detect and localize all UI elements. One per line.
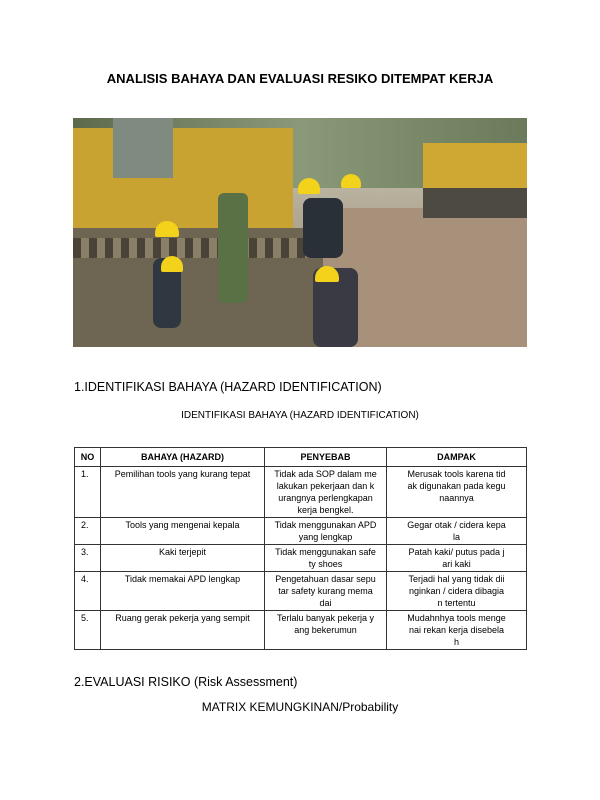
cell-no: 4.: [75, 572, 101, 611]
cell-hazard: Pemilihan tools yang kurang tepat: [101, 467, 265, 518]
section-heading-risk: 2.EVALUASI RISIKO (Risk Assessment): [74, 675, 298, 689]
table-row: [75, 467, 527, 518]
table-header-row: [75, 448, 527, 467]
cell-hazard: Tools yang mengenai kepala: [101, 518, 265, 545]
cell-cause: Tidak menggunakan APD yang lengkap: [265, 518, 387, 545]
cell-no: 2.: [75, 518, 101, 545]
worksite-photo: [73, 118, 527, 347]
cell-cause: Pengetahuan dasar sepu tar safety kurang mema dai: [265, 572, 387, 611]
table-row: [75, 572, 527, 611]
table-row: [75, 545, 527, 572]
header-cause: PENYEBAB: [265, 448, 387, 467]
table-caption: IDENTIFIKASI BAHAYA (HAZARD IDENTIFICATION): [181, 410, 419, 421]
cell-no: 3.: [75, 545, 101, 572]
document-title: ANALISIS BAHAYA DAN EVALUASI RESIKO DITEMPAT KERJA: [106, 71, 494, 86]
header-no: NO: [75, 448, 101, 467]
cell-hazard: Tidak memakai APD lengkap: [101, 572, 265, 611]
cell-cause: Tidak ada SOP dalam me lakukan pekerjaan dan k urangnya perlengkapan kerja bengkel.: [265, 467, 387, 518]
header-impact: DAMPAK: [387, 448, 527, 467]
cell-impact: Patah kaki/ putus pada j ari kaki: [387, 545, 527, 572]
header-hazard: BAHAYA (HAZARD): [101, 448, 265, 467]
table-row: [75, 518, 527, 545]
cell-cause: Tidak menggunakan safe ty shoes: [265, 545, 387, 572]
cell-impact: Terjadi hal yang tidak dii nginkan / cidera dibagia n tertentu: [387, 572, 527, 611]
matrix-caption: MATRIX KEMUNGKINAN/Probability: [201, 700, 399, 714]
cell-cause: Terlalu banyak pekerja y ang bekerumun: [265, 611, 387, 650]
hazard-table: [74, 447, 527, 650]
cell-hazard: Kaki terjepit: [101, 545, 265, 572]
cell-no: 5.: [75, 611, 101, 650]
cell-impact: Merusak tools karena tid ak digunakan pada kegu naannya: [387, 467, 527, 518]
cell-hazard: Ruang gerak pekerja yang sempit: [101, 611, 265, 650]
section-heading-hazard: 1.IDENTIFIKASI BAHAYA (HAZARD IDENTIFICATION): [74, 380, 382, 394]
cell-impact: Gegar otak / cidera kepa la: [387, 518, 527, 545]
cell-impact: Mudahnhya tools menge nai rekan kerja disebela h: [387, 611, 527, 650]
content-flow: [74, 379, 526, 715]
table-row: [75, 611, 527, 650]
cell-no: 1.: [75, 467, 101, 518]
